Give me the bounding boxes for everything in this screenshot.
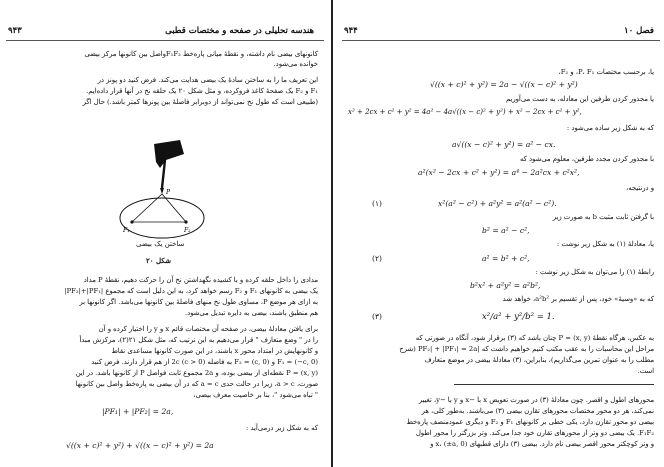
focus-f1-dot (130, 220, 133, 223)
equation-number-1: (۱) (372, 199, 383, 208)
right-running-head-chapter: فصل ۱۰ (624, 26, 654, 36)
equation-sum-of-distances: |PF₁| + |PF₂| = 2a, (102, 407, 174, 416)
left-page (6, 0, 324, 467)
text-line: و وتر کوچکتر محور اقصر بیضی نام دارد. بیضی (۳) دارای قطبهای x، (±a, 0) و (430, 440, 654, 448)
text-line: مدادی را داخل حلقه کرده و با کشیده نگهداشتن نخ آن را حرکت دهیم، نقطهٔ P مداد (83, 276, 318, 284)
point-p-label: P (166, 189, 171, 196)
text-line: این تعریف ما را به ساختن سادهٔ یک بیضی هدایت می‌کند. فرض کنید دو پونز در (97, 76, 318, 84)
text-line: به عکس، هرگاه نقطهٔ P = (x, y) چنان باشد که (۳) برقرار شود، آنگاه در صورتی که (415, 334, 654, 342)
text-line: را در " وضع متعارف " قرار می‌دهیم به این ترتیب که، مثل شکل ۲۱(۲)، مرکزش مبدأ (79, 336, 318, 344)
right-page (342, 0, 660, 467)
ellipse-curve (120, 198, 204, 238)
figure-label: شکل ۲۰ (146, 256, 172, 265)
text-line: با مجذور کردن مجدد طرفین، معلوم می‌شود که (519, 155, 654, 163)
right-page-number: ۹۴۴ (344, 26, 358, 36)
focus-f2-dot (184, 220, 187, 223)
text-line: خوانده می‌شود. (273, 60, 318, 68)
left-running-head-title: هندسه تحلیلی در صفحه و مختصات قطبی (165, 26, 314, 36)
pencil-hand-icon (154, 140, 184, 194)
text-line: و درنتیجه، (626, 184, 654, 192)
text-line: بیضی دو محور تقارن دارد، یکی خطی بر کانونهای F₁ و F₂ و دیگری عمودمنصف پاره‌خط (406, 418, 654, 426)
left-running-header (6, 26, 324, 41)
text-line: F₁F₂. یک بیضی دو وتر از محورهای تقارن خود جدا می‌کند. وتر بزرگتر را محور اطول (415, 429, 654, 437)
focus-f2-label: F₂ (184, 227, 191, 234)
text-line: (طبیعی است که طول نخ نمی‌تواند از دوبرابر فاصلهٔ بین پونزها کمتر باشد.) حال اگر (82, 98, 318, 106)
section-divider (454, 384, 654, 385)
text-line: کانونهای بیضی نام داشته، و نقطهٔ میانی پاره‌خط F₁F₂واصل بین کانونها مرکز بیضی (84, 50, 318, 58)
text-line: با گرفتن ثابت مثبت b به صورت زیر (552, 213, 654, 221)
equation-2: a² = b² + c², (482, 254, 530, 263)
text-line: " تباه می‌شود "، بنا بر خاصیت معرف بیضی، (193, 391, 318, 399)
text-line: F₁ و F₂ یک صفحه‌ٔ کاغذ فروکرده، و مثل شکل ۲۰ یک حلقه نخ در آنها قرار داده‌ایم. (86, 87, 318, 95)
text-line: F₁ = (−c, 0) و F₂ = (c, 0) به فاصله 2c (c > 0) از هم قرار دارند. فرض کنید (91, 358, 318, 366)
text-line: برای یافتن معادلهٔ بیضی، در صفحه آن مختصات قائم x و y را اختیار کرده و آن (98, 325, 318, 333)
text-line: که به شکل زیر ساده می‌شود : (566, 124, 654, 132)
equation: a√((x − c)² + y²) = a² − cx. (452, 140, 556, 149)
text-line: است. (637, 367, 654, 375)
ellipse-construction-figure (110, 138, 220, 248)
equation: √((x + c)² + y²) = 2a − √((x − c)² + y²) (430, 80, 578, 89)
text-line: محورهای اطول و اقصر. چون معادلهٔ (۳) در صورت تعویض x با −x و y با −y، تغییر (418, 396, 654, 404)
text-line: مطلب را به عنوان تمرین می‌گذاریم)، بنابراین، (۳) معادلهٔ بیضی در موضع متعارف (424, 356, 654, 364)
page-gutter (331, 0, 333, 467)
text-line: که به «وسیهٔ» خود، پس از تقسیم بر a²b²، خواهد شد (502, 295, 654, 303)
text-line: نمی‌کند، هر دو محور مختصات محورهای تقارن بیضی (۳) می‌باشند. به‌طور کلی، هر (421, 407, 654, 415)
equation-3: x²/a² + y²/b² = 1. (482, 312, 555, 322)
right-running-header (342, 26, 660, 41)
equation: b² = a² − c², (482, 226, 530, 235)
text-line: P = (x, y) نقطه‌ای از بیضی بوده، و 2a مجموع ثابت فواصل P از کانونها باشد. در این (75, 369, 318, 377)
left-page-number: ۹۴۳ (8, 26, 22, 36)
text-line: یک بیضی به کانونهای F₁ و F₂ رسم خواهد کرد، به این دلیل است که مجموع |PF₂|+|PF₁| (64, 287, 318, 295)
focus-f1-label: F₁ (123, 227, 130, 234)
text-line: و کانونهایش در امتداد محور x باشند، در این صورت کانونها مساعدی نقاط (111, 347, 318, 355)
text-line: که به شکل زیر درمی‌آید : (246, 424, 318, 432)
text-line: یا مجذور کردن طرفین این معادله، به دست می‌آوریم (505, 95, 654, 103)
figure-caption: ساختن یک بیضی (136, 240, 185, 248)
equation-radicals: √((x + c)² + y²) + √((x − c)² + y²) = 2a (66, 441, 214, 450)
text-line: یا، معادلهٔ (۱) به شکل زیر نوشت : (556, 240, 654, 248)
equation: x² + 2cx + c² + y² = 4a² − 4a√((x − c)² + y²) + x² − 2cx + c² + y², (348, 108, 582, 116)
equation: b²x² + a²y² = a²b², (470, 281, 541, 290)
equation: a²(x² − 2cx + c² + y²) = a⁴ − 2a²cx + c²x², (418, 168, 580, 177)
equation-number-3: (۳) (372, 312, 383, 321)
equation-number-2: (۲) (372, 254, 383, 263)
text-line: صورت، a > c، زیرا در حالت حدی a = c که در آن بیضی به پاره‌خط واصل بین کانونها (75, 380, 318, 388)
text-line: یا، برحسب مختصات P، F₁، و F₂، (558, 68, 654, 76)
text-line: هم منطبق باشند، بیضی به دایره تبدیل می‌شود. (184, 309, 318, 317)
text-line: به ازای هر موضع P، مساوی طول نخ منهای فاصلهٔ بین کانونها می‌باشد. اگر کانونها بر (79, 298, 318, 306)
text-line: مراحل این محاسبات را به عقب مکتب کنیم خواهیم داشت که |PF₂| + |PF₁| = 2a (شرح (399, 345, 654, 353)
text-line: رابطهٔ (۱) را می‌توان به شکل زیر نوشت : (535, 268, 654, 276)
equation-1: x²(a² − c²) + a²y² = a²(a² − c²). (438, 199, 557, 208)
